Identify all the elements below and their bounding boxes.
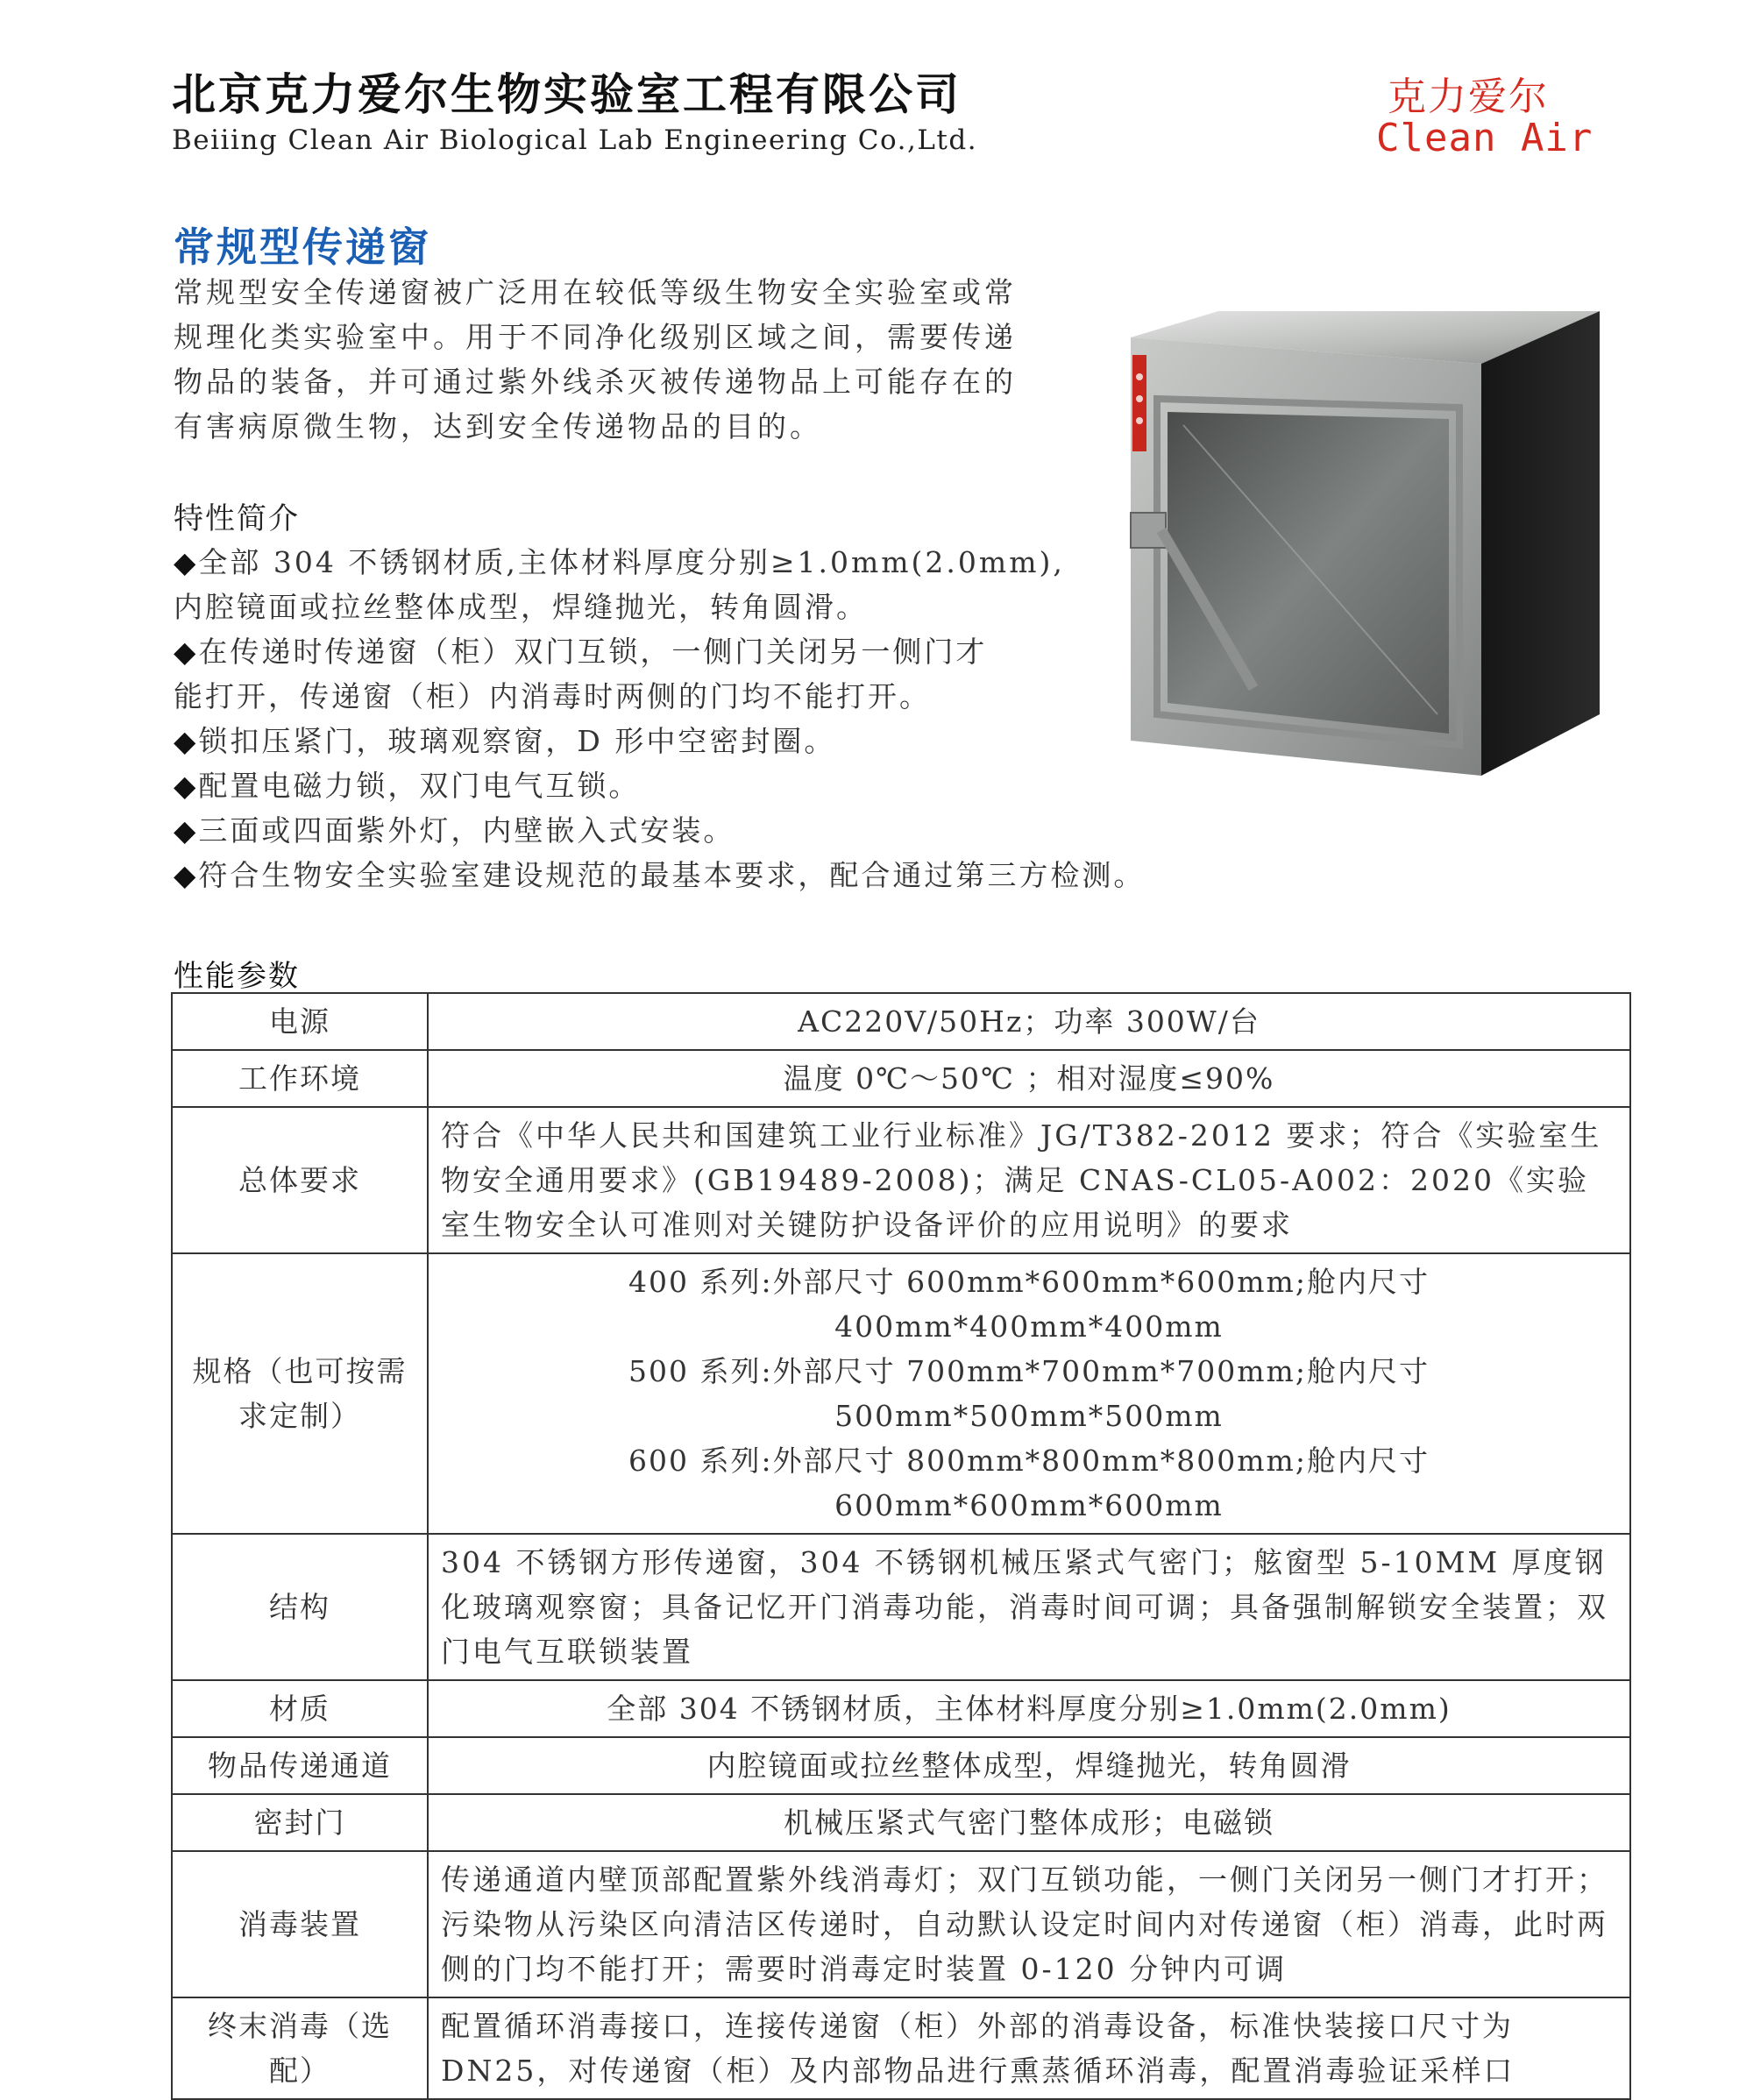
param-label: 电源 bbox=[172, 993, 428, 1050]
product-title: 常规型传递窗 bbox=[174, 223, 431, 271]
param-value: AC220V/50Hz；功率 300W/台 bbox=[428, 993, 1630, 1050]
param-label: 总体要求 bbox=[172, 1107, 428, 1253]
diamond-bullet-icon: ◆ bbox=[174, 769, 199, 803]
intro-line: 规理化类实验室中。用于不同净化级别区域之间，需要传递 bbox=[174, 320, 1017, 354]
param-label: 工作环境 bbox=[172, 1050, 428, 1107]
feature-item bbox=[174, 853, 1313, 897]
param-label: 规格（也可按需求定制） bbox=[172, 1253, 428, 1534]
company-name-cn: 北京克力爱尔生物实验室工程有限公司 bbox=[172, 69, 962, 120]
intro-line: 物品的装备，并可通过紫外线杀灭被传递物品上可能存在的 bbox=[174, 365, 1017, 399]
param-value: 符合《中华人民共和国建筑工业行业标准》JG/T382-2012 要求；符合《实验室生物安全通用要求》(GB19489-2008)；满足 CNAS-CL05-A002：2020《实验室生物安全认可准则对关键防护设备评价的应用说明》的要求 bbox=[428, 1107, 1630, 1253]
product-intro bbox=[174, 270, 1085, 449]
diamond-bullet-icon: ◆ bbox=[174, 724, 199, 758]
param-value: 内腔镜面或拉丝整体成型，焊缝抛光，转角圆滑 bbox=[428, 1737, 1630, 1794]
table-row bbox=[172, 1794, 1630, 1851]
feature-item bbox=[174, 808, 1313, 853]
spec-line: 500 系列:外部尺寸 700mm*700mm*700mm;舱内尺寸 500mm*500mm*500mm bbox=[628, 1354, 1430, 1433]
diamond-bullet-icon: ◆ bbox=[174, 813, 199, 848]
feature-text: 在传递时传递窗（柜）双门互锁，一侧门关闭另一侧门才 bbox=[198, 635, 988, 669]
diamond-bullet-icon: ◆ bbox=[174, 635, 199, 669]
intro-line: 有害病原微生物，达到安全传递物品的目的。 bbox=[174, 409, 822, 443]
table-row bbox=[172, 1050, 1630, 1107]
feature-continuation: 能打开，传递窗（柜）内消毒时两侧的门均不能打开。 bbox=[174, 679, 931, 713]
param-label: 材质 bbox=[172, 1680, 428, 1737]
param-value: 机械压紧式气密门整体成形；电磁锁 bbox=[428, 1794, 1630, 1851]
brand-name-en: Clean Air bbox=[1376, 116, 1593, 160]
table-row bbox=[172, 993, 1630, 1050]
diamond-bullet-icon: ◆ bbox=[174, 545, 199, 579]
table-row bbox=[172, 1851, 1630, 1997]
diamond-bullet-icon: ◆ bbox=[174, 858, 199, 892]
feature-text: 符合生物安全实验室建设规范的最基本要求，配合通过第三方检测。 bbox=[198, 858, 1146, 892]
feature-continuation: 内腔镜面或拉丝整体成型，焊缝抛光，转角圆滑。 bbox=[174, 590, 868, 624]
feature-text: 全部 304 不锈钢材质,主体材料厚度分别≥1.0mm(2.0mm), bbox=[198, 545, 1065, 579]
company-name-en: Beiiing Clean Air Biological Lab Engineering Co.,Ltd. bbox=[172, 124, 978, 156]
table-row bbox=[172, 1253, 1630, 1534]
table-row bbox=[172, 1107, 1630, 1253]
feature-text: 配置电磁力锁，双门电气互锁。 bbox=[198, 769, 641, 803]
feature-text: 三面或四面紫外灯，内壁嵌入式安装。 bbox=[198, 813, 735, 848]
param-label: 消毒装置 bbox=[172, 1851, 428, 1997]
brand-name-cn: 克力爱尔 bbox=[1388, 74, 1549, 119]
table-row bbox=[172, 1737, 1630, 1794]
param-value: 全部 304 不锈钢材质，主体材料厚度分别≥1.0mm(2.0mm) bbox=[428, 1680, 1630, 1737]
intro-line: 常规型安全传递窗被广泛用在较低等级生物安全实验室或常 bbox=[174, 275, 1017, 309]
feature-item bbox=[174, 719, 1313, 763]
params-table bbox=[171, 992, 1631, 2100]
param-label: 结构 bbox=[172, 1534, 428, 1680]
param-label: 密封门 bbox=[172, 1794, 428, 1851]
feature-item bbox=[174, 629, 1313, 674]
param-value: 304 不锈钢方形传递窗，304 不锈钢机械压紧式气密门；舷窗型 5-10MM 厚度钢化玻璃观察窗；具备记忆开门消毒功能，消毒时间可调；具备强制解锁安全装置；双门电气互联锁装置 bbox=[428, 1534, 1630, 1680]
features-heading: 特性简介 bbox=[174, 501, 300, 536]
table-row bbox=[172, 1997, 1630, 2099]
features-list bbox=[174, 540, 1313, 897]
spec-line: 400 系列:外部尺寸 600mm*600mm*600mm;舱内尺寸 400mm*400mm*400mm bbox=[628, 1265, 1430, 1344]
param-value: 温度 0℃～50℃ ；相对湿度≤90% bbox=[428, 1050, 1630, 1107]
feature-item bbox=[174, 763, 1313, 808]
table-row bbox=[172, 1534, 1630, 1680]
param-value: 配置循环消毒接口，连接传递窗（柜）外部的消毒设备，标准快装接口尺寸为 DN25，对传递窗（柜）及内部物品进行熏蒸循环消毒，配置消毒验证采样口 bbox=[428, 1997, 1630, 2099]
param-value-spec bbox=[428, 1253, 1630, 1534]
table-row bbox=[172, 1680, 1630, 1737]
param-label: 物品传递通道 bbox=[172, 1737, 428, 1794]
params-heading: 性能参数 bbox=[174, 959, 300, 994]
feature-text: 锁扣压紧门，玻璃观察窗，D 形中空密封圈。 bbox=[198, 724, 836, 758]
spec-line: 600 系列:外部尺寸 800mm*800mm*800mm;舱内尺寸 600mm*600mm*600mm bbox=[628, 1444, 1430, 1522]
param-value: 传递通道内壁顶部配置紫外线消毒灯；双门互锁功能，一侧门关闭另一侧门才打开；污染物从污染区向清洁区传递时，自动默认设定时间内对传递窗（柜）消毒，此时两侧的门均不能打开；需要时消毒定时装置 0-120 分钟内可调 bbox=[428, 1851, 1630, 1997]
param-label: 终末消毒（选配） bbox=[172, 1997, 428, 2099]
feature-item bbox=[174, 540, 1313, 585]
